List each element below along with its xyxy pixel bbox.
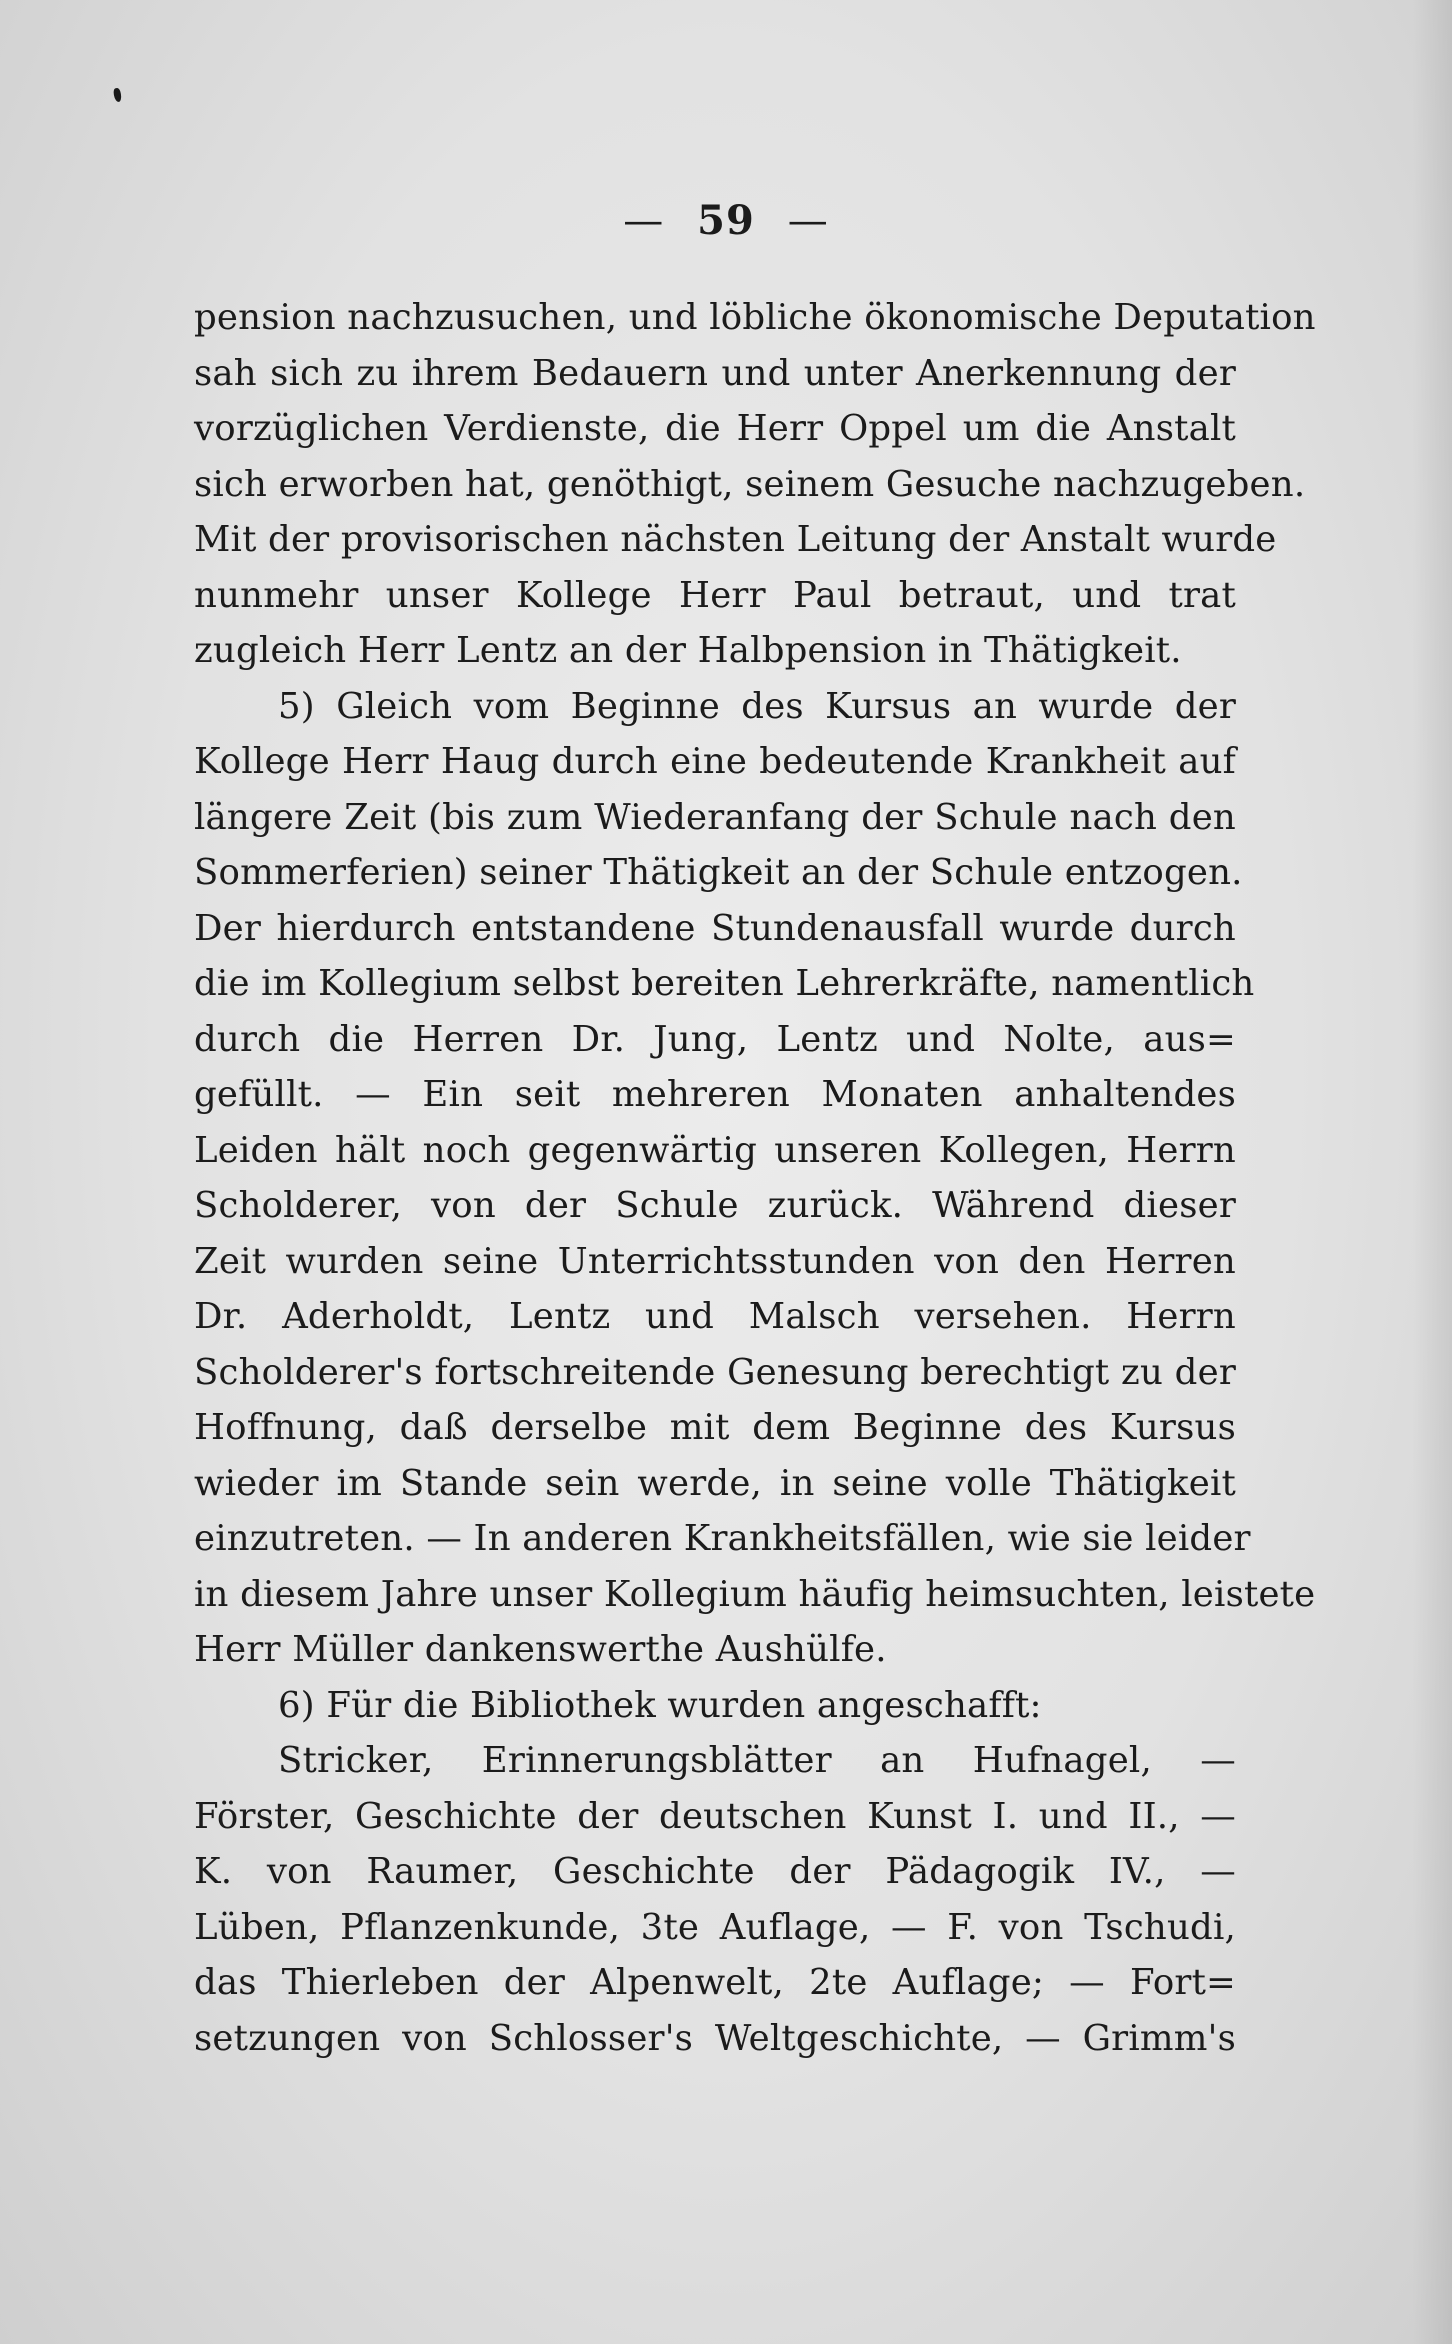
text-line: vorzüglichen Verdienste, die Herr Oppel um die Anstalt [194, 408, 1236, 449]
text-line: sah sich zu ihrem Bedauern und unter Anerkennung der [194, 352, 1236, 394]
text-line: Förster, Geschichte der deutschen Kunst I. und II., — [194, 1795, 1236, 1837]
text-line: einzutreten. — In anderen Krankheitsfällen, wie sie leider [194, 1518, 1251, 1559]
text-line: wieder im Stande sein werde, in seine volle Thätigkeit [194, 1462, 1236, 1504]
text-line: Leiden hält noch gegenwärtig unseren Kollegen, Herrn [194, 1129, 1236, 1171]
page-header [0, 195, 1452, 247]
body-text [194, 290, 1316, 2066]
text-line: längere Zeit (bis zum Wiederanfang der Schule nach den [194, 796, 1236, 838]
text-line: Hoffnung, daß derselbe mit dem Beginne des Kursus [194, 1407, 1236, 1448]
text-line: zugleich Herr Lentz an der Halbpension in Thätigkeit. [194, 630, 1182, 671]
text-line: Scholderer, von der Schule zurück. Während dieser [194, 1185, 1236, 1226]
text-line: in diesem Jahre unser Kollegium häufig heimsuchten, leistete [194, 1573, 1316, 1615]
text-line: Stricker, Erinnerungsblätter an Hufnagel, — [278, 1740, 1236, 1781]
text-line: K. von Raumer, Geschichte der Pädagogik IV., — [194, 1851, 1236, 1892]
text-line: nunmehr unser Kollege Herr Paul betraut, und trat [194, 574, 1236, 616]
text-line: Scholderer's fortschreitende Genesung berechtigt zu der [194, 1351, 1236, 1393]
text-line: Dr. Aderholdt, Lentz und Malsch versehen. Herrn [194, 1296, 1236, 1337]
text-line: die im Kollegium selbst bereiten Lehrerkräfte, namentlich [194, 963, 1255, 1004]
text-line: Sommerferien) seiner Thätigkeit an der Schule entzogen. [194, 852, 1243, 893]
text-line: Kollege Herr Haug durch eine bedeutende Krankheit auf [194, 741, 1236, 782]
text-line: setzungen von Schlosser's Weltgeschichte, — Grimm's [194, 2017, 1236, 2059]
text-line: Herr Müller dankenswerthe Aushülfe. [194, 1629, 887, 1670]
header-dash-right: — [787, 198, 829, 244]
text-line: pension nachzusuchen, und löbliche ökonomische Deputation [194, 297, 1316, 338]
text-line: Zeit wurden seine Unterrichtsstunden von den Herren [194, 1240, 1236, 1282]
text-line: durch die Herren Dr. Jung, Lentz und Nolte, aus= [194, 1018, 1236, 1060]
text-line: 5) Gleich vom Beginne des Kursus an wurde der [278, 685, 1236, 727]
page-edge-shadow [1412, 0, 1452, 2344]
text-line: gefüllt. — Ein seit mehreren Monaten anhaltendes [194, 1074, 1236, 1115]
text-line: das Thierleben der Alpenwelt, 2te Auflage; — Fort= [194, 1962, 1236, 2003]
text-line: Mit der provisorischen nächsten Leitung der Anstalt wurde [194, 519, 1277, 560]
page-number: 59 [697, 197, 755, 244]
text-line: Lüben, Pflanzenkunde, 3te Auflage, — F. von Tschudi, [194, 1906, 1236, 1948]
text-line: 6) Für die Bibliothek wurden angeschafft: [278, 1684, 1042, 1726]
header-dash-left: — [623, 198, 665, 244]
text-line: sich erworben hat, genöthigt, seinem Gesuche nachzugeben. [194, 463, 1306, 505]
text-line: Der hierdurch entstandene Stundenausfall wurde durch [194, 907, 1236, 949]
